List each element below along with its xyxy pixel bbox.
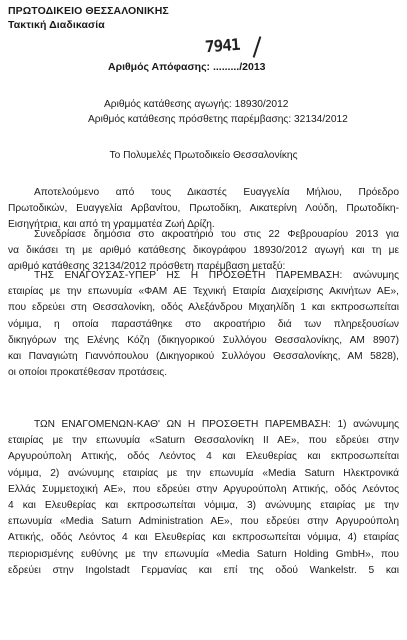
paragraph-line: νόμιμα, η οποία παραστάθηκε στο ακροατήριο διά των πληρεξουσίων: [8, 318, 399, 330]
paragraph-line: δικηγόρων της Ελένης Κόζη (δικηγορικού Συλλόγου Θεσσαλονίκης, ΑΜ 8907): [8, 334, 399, 346]
paragraph-line: οι οποίοι προκατέθεσαν προτάσεις.: [8, 367, 168, 379]
lawsuit-filing-number: Αριθμός κατάθεσης αγωγής: 18930/2012: [104, 99, 289, 110]
court-heading: Το Πολυμελές Πρωτοδικείο Θεσσαλονίκης: [109, 150, 298, 161]
paragraph-line: περιορισμένης ευθύνης με την επωνυμία «Media Saturn Holding GmbH», που: [8, 548, 399, 560]
paragraph-line: ΤΩΝ ΕΝΑΓΟΜΕΝΩΝ-ΚΑΘ' ΩΝ Η ΠΡΟΣΘΕΤΗ ΠΑΡΕΜΒΑΣΗ: 1) ανώνυμης: [34, 419, 399, 430]
paragraph-line: εταιρίας με την επωνυμία «Saturn Θεσσαλονίκη ΙΙ ΑΕ», που εδρεύει στην: [8, 435, 399, 447]
paragraph-line: Πρωτοδικών, Ευαγγελία Αρβανίτου, Πρωτοδίκη, Αικατερίνη Λούδη, Πρωτοδίκη-: [8, 203, 399, 215]
procedure-type: Τακτική Διαδικασία: [8, 19, 105, 31]
paragraph-line: Συνεδρίασε δημόσια στο ακροατήριό του στις 22 Φεβρουαρίου 2013 για: [34, 229, 399, 240]
paragraph-line: και Παναγιώτη Γιαννόπουλου (Δικηγορικού Συλλόγου Θεσσαλονίκης, ΑΜ 5828),: [8, 351, 399, 363]
paragraph-line: αριθμό κατάθεσης 32134/2012 πρόσθετη παρέμβαση μεταξύ:: [8, 261, 286, 273]
paragraph-line: Ελλάς Συμμετοχική ΑΕ», που εδρεύει στην Αργυρούπολη Αττικής, οδός Λεόντος: [8, 483, 399, 495]
handwritten-decision-number: 7941: [204, 34, 241, 57]
court-name: ΠΡΩΤΟΔΙΚΕΙΟ ΘΕΣΣΑΛΟΝΙΚΗΣ: [8, 5, 169, 17]
paragraph-line: εταιρίας με την επωνυμία «ΦΑΜ ΑΕ Τεχνική Εταιρία Διαχείρισης Ακινήτων ΑΕ»,: [8, 286, 399, 298]
paragraph-line: εδρεύει στην Ingolstadt Γερμανίας και επί της οδού Wankelstr. 5 και: [8, 564, 399, 576]
paragraph-line: Αποτελούμενο από τους Δικαστές Ευαγγελία Μήλιου, Πρόεδρο: [34, 187, 399, 198]
decision-number-label: Αριθμός Απόφασης: ........./2013: [108, 61, 266, 73]
plaintiff-paragraph: [8, 268, 399, 381]
paragraph-line: Αργυρούπολη Αττικής, οδός Λεόντος 4 και Ελευθερίας και εκπροσωπείται: [8, 451, 399, 463]
paragraph-line: επωνυμία «Media Saturn Administration AE», που εδρεύει στην Αργυρούπολη: [8, 516, 399, 528]
paragraph-line: να δικάσει τη με αριθμό κατάθεσης δικογράφου 18930/2012 αγωγή και τη με: [8, 245, 399, 257]
paragraph-line: Αττικής, οδός Λεόντος 4 και Ελευθερίας και εκπροσωπείται νόμιμα, 4) εταιρίας: [8, 532, 399, 544]
handwritten-slash-mark: [253, 36, 262, 58]
defendants-paragraph: [8, 417, 399, 579]
paragraph-line: ΤΗΣ ΕΝΑΓΟΥΣΑΣ-ΥΠΕΡ ΗΣ Η ΠΡΟΣΘΕΤΗ ΠΑΡΕΜΒΑΣΗ: ανώνυμης: [34, 270, 399, 281]
paragraph-line: Εισηγήτρια, και από τη γραμματέα Ζωή Δρίζη.: [8, 219, 215, 231]
paragraph-line: νόμιμα, 2) ανώνυμης εταιρίας με την επωνυμία «Media Saturn Ηλεκτρονικά: [8, 467, 399, 479]
paragraph-line: που εδρεύει στη Θεσσαλονίκη, οδός Αλεξάνδρου Μιχαηλίδη 1 και εκπροσωπείται: [8, 302, 399, 314]
paragraph-line: 4 και Ελευθερίας και εκπροσωπείται νόμιμα, 3) ανώνυμης εταιρίας με την: [8, 500, 399, 512]
intervention-filing-number: Αριθμός κατάθεσης πρόσθετης παρέμβασης: 32134/2012: [88, 114, 348, 125]
